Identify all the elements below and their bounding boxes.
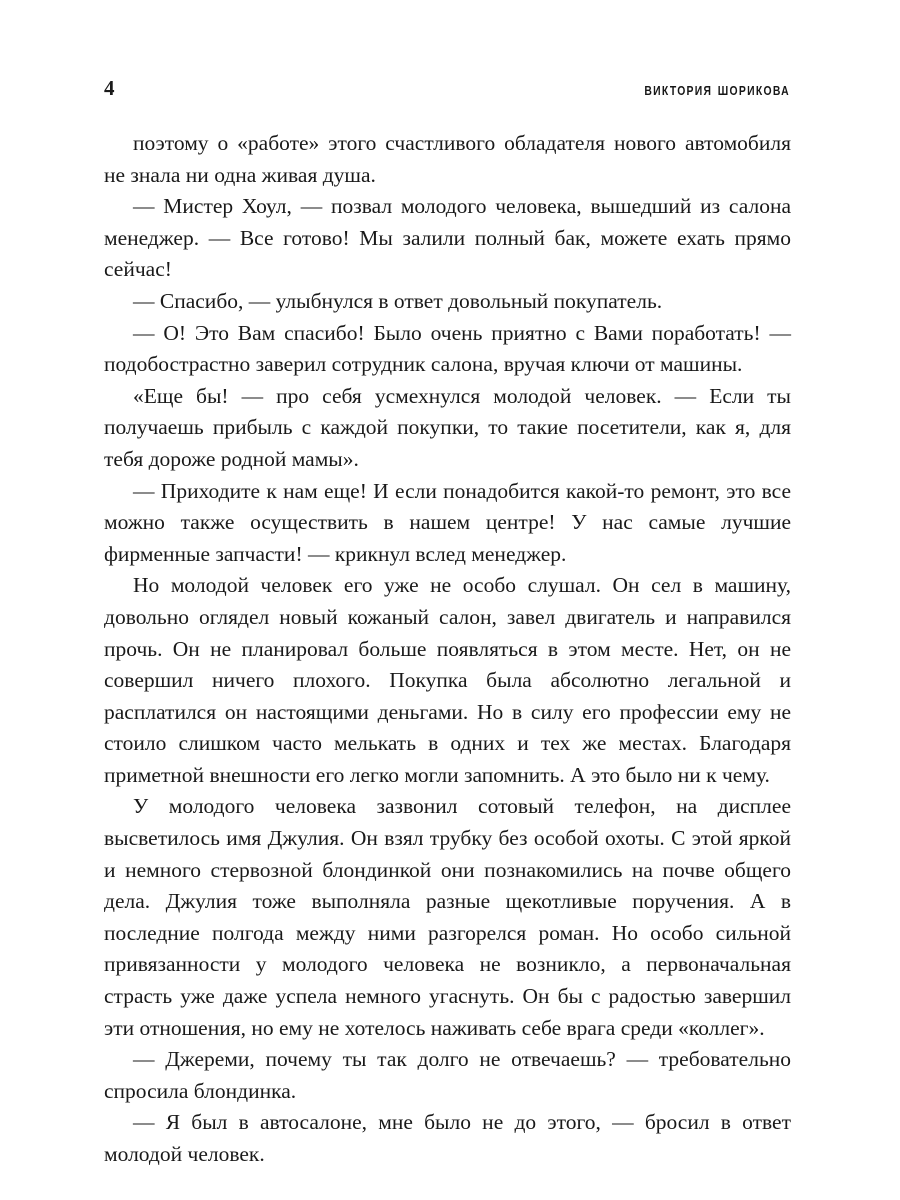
paragraph: — Джереми, почему ты так долго не отвечаешь? — требовательно спросила блондинка. <box>104 1047 791 1103</box>
paragraph: «Еще бы! — про себя усмехнулся молодой человек. — Если ты получаешь прибыль с каждой покупки, то такие посетители, как я, для тебя дороже родной мамы». <box>104 383 791 471</box>
body-text-column <box>104 128 791 1171</box>
page-number: 4 <box>104 76 115 100</box>
running-head <box>104 78 790 108</box>
paragraph: — Приходите к нам еще! И если понадобится какой-то ремонт, это все можно также осуществить в нашем центре! У нас самые лучшие фирменные запчасти! — крикнул вслед менеджер. <box>104 478 791 566</box>
paragraph: поэтому о «работе» этого счастливого обладателя нового автомобиля не знала ни одна живая душа. <box>104 131 791 187</box>
paragraph: — Мистер Хоул, — позвал молодого человека, вышедший из салона менеджер. — Все готово! Мы залили полный бак, можете ехать прямо сейчас! <box>104 194 791 282</box>
paragraph: У молодого человека зазвонил сотовый телефон, на дисплее высветилось имя Джулия. Он взял трубку без особой охоты. С этой яркой и немного стервозной блондинкой они познакомились на почве общего дела. Джулия тоже выполняла разные щекотливые поручения. А в последние полгода между ними разгорелся роман. Но особо сильной привязанности у молодого человека не возникло, а первоначальная страсть уже даже успела немного угаснуть. Он бы с радостью завершил эти отношения, но ему не хотелось наживать себе врага среди «коллег». <box>104 794 791 1040</box>
author-running-head: виктория шорикова <box>644 79 790 100</box>
paragraph: — О! Это Вам спасибо! Было очень приятно с Вами поработать! — подобострастно заверил сотрудник салона, вручая ключи от машины. <box>104 320 791 377</box>
paragraph: Но молодой человек его уже не особо слушал. Он сел в машину, довольно оглядел новый кожаный салон, завел двигатель и направился прочь. Он не планировал больше появляться в этом месте. Нет, он не совершил ничего плохого. Покупка была абсолютно легальной и расплатился он настоящими деньгами. Но в силу его профессии ему не стоило слишком часто мелькать в одних и тех же местах. Благодаря приметной внешности его легко могли запомнить. А это было ни к чему. <box>104 573 791 787</box>
paragraph: — Я был в автосалоне, мне было не до этого, — бросил в ответ молодой человек. <box>104 1110 791 1166</box>
paragraph: — Спасибо, — улыбнулся в ответ довольный покупатель. <box>133 288 663 313</box>
